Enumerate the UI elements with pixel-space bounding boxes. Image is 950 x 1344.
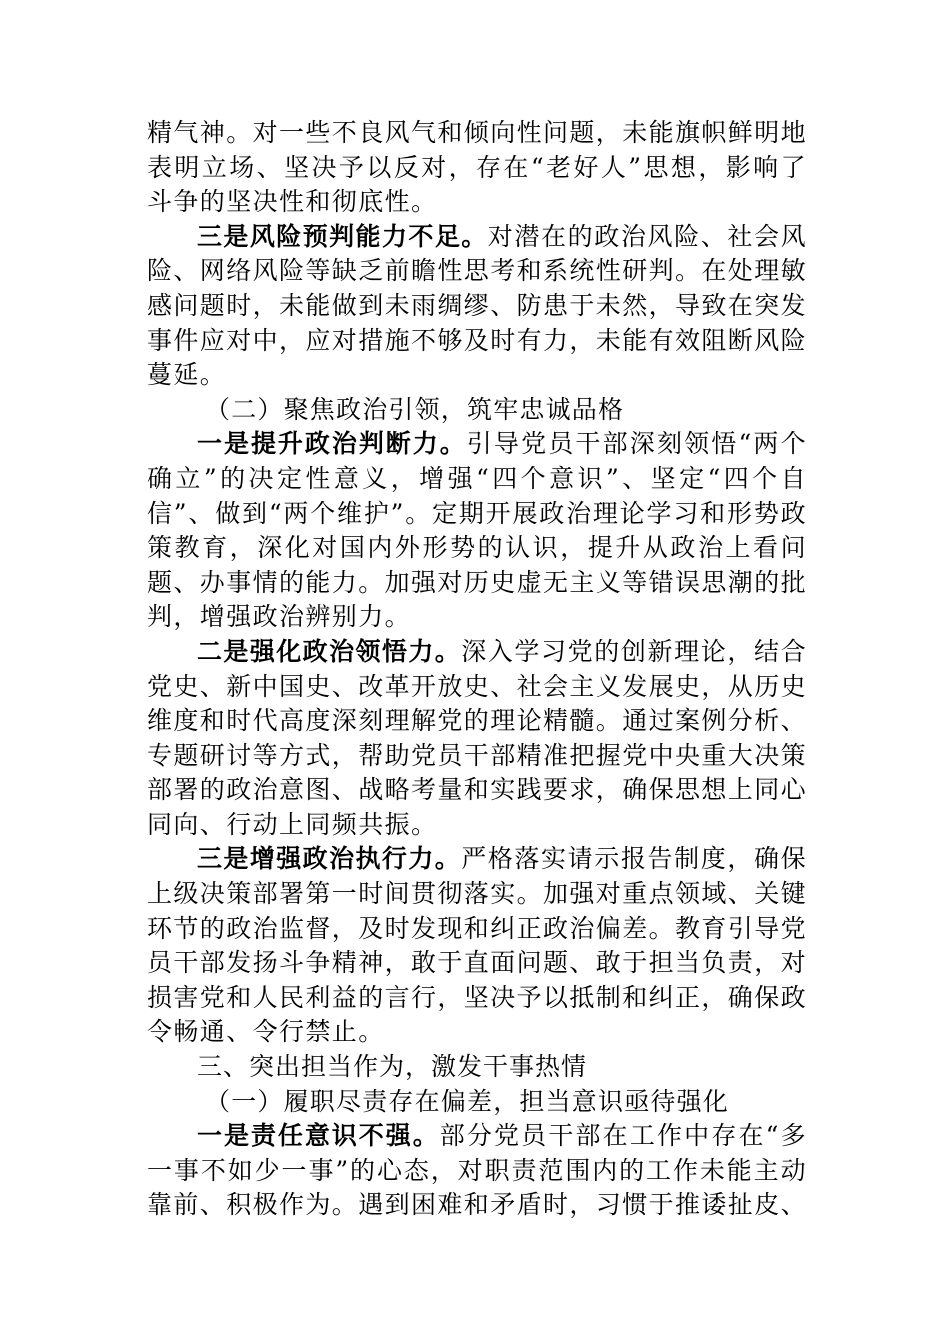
paragraph-text: 对潜在的政治风险、社会风险、网络风险等缺乏前瞻性思考和系统性研判。在处理敏感问题时，未能做到未雨绸缪、防患于未然，导致在突发事件应对中，应对措施不够及时有力，未能有效阻断风险蔓延。 bbox=[147, 221, 808, 390]
section-heading-3: 三、突出担当作为，激发干事热情 bbox=[197, 1052, 588, 1082]
paragraph-continued: 精气神。对一些不良风气和倾向性问题，未能旗帜鲜明地表明立场、坚决予以反对，存在“老好人”思想，影响了斗争的坚决性和彻底性。 bbox=[147, 118, 808, 217]
subheading-3-1: （一）履职尽责存在偏差，担当意识亟待强化 bbox=[205, 1086, 730, 1116]
paragraph-political-execution bbox=[147, 842, 807, 1050]
paragraph-text: 引导党员干部深刻领悟“两个确立”的决定性意义，增强“四个意识”、坚定“四个自信”、做到“两个维护”。定期开展政治理论学习和形势政策教育，深化对国内外形势的认识，提升从政治上看问题、办事情的能力。加强对历史虚无主义等错误思潮的批判，增强政治辨别力。 bbox=[147, 429, 808, 632]
paragraph-text: 部分党员干部在工作中存在“多一事不如少一事”的心态，对职责范围内的工作未能主动靠前、积极作为。遇到困难和矛盾时，习惯于推诿扯皮、 bbox=[147, 1121, 808, 1220]
paragraph-lead: 三是增强政治执行力。 bbox=[197, 844, 462, 874]
paragraph-responsibility bbox=[147, 1119, 807, 1223]
document-body bbox=[147, 116, 807, 1223]
paragraph-political-judgment bbox=[147, 427, 807, 635]
paragraph-lead: 二是强化政治领悟力。 bbox=[197, 636, 462, 666]
paragraph-political-comprehension bbox=[147, 635, 807, 843]
paragraph-lead: 一是提升政治判断力。 bbox=[197, 429, 467, 459]
paragraph-text: 严格落实请示报告制度，确保上级决策部署第一时间贯彻落实。加强对重点领域、关键环节的政治监督，及时发现和纠正政治偏差。教育引导党员干部发扬斗争精神，敢于直面问题、敢于担当负责，对损害党和人民利益的言行，坚决予以抵制和纠正，确保政令畅通、令行禁止。 bbox=[147, 844, 808, 1047]
paragraph-lead: 一是责任意识不强。 bbox=[197, 1121, 440, 1151]
paragraph-risk-prediction bbox=[147, 220, 807, 393]
subheading-political-leadership: （二）聚焦政治引领，筑牢忠诚品格 bbox=[205, 394, 625, 424]
paragraph-lead: 三是风险预判能力不足。 bbox=[197, 221, 488, 251]
paragraph-text: 深入学习党的创新理论，结合党史、新中国史、改革开放史、社会主义发展史，从历史维度和时代高度深刻理解党的理论精髓。通过案例分析、专题研讨等方式，帮助党员干部精准把握党中央重大决策部署的政治意图、战略考量和实践要求，确保思想上同心同向、行动上同频共振。 bbox=[147, 636, 808, 839]
